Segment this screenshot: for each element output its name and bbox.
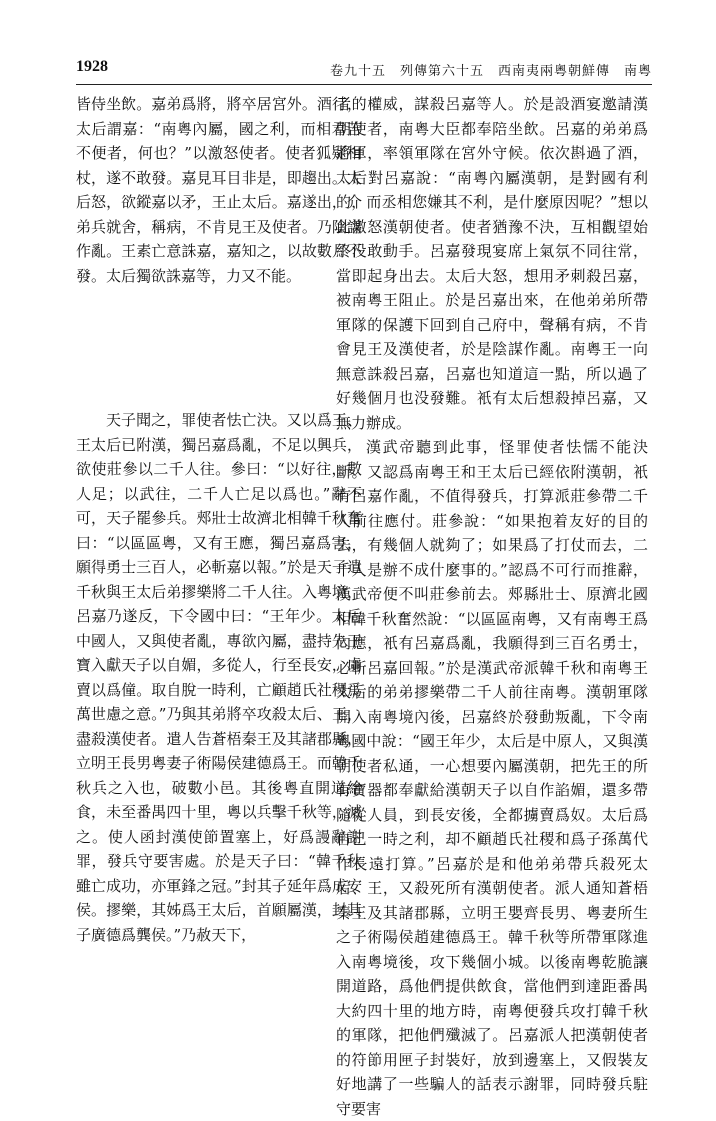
translation-paragraph-2: 漢武帝聽到此事，怪罪使者怯懦不能決斷。又認爲南粵王和王太后已經依附漢朝，衹有呂嘉作亂，不值得發兵，打算派莊參帶二千人前往應付。莊參說：“如果抱着友好的目的去，有幾個人就夠了；如果爲了打仗而去，二千人是辦不成什麼事的。”認爲不可行而推辭，漢武帝便不叫莊參前去。郟縣壯士、原濟北國相韓千秋奮然說：“以區區南粵，又有南粵王爲內應，衹有呂嘉爲亂，我願得到三百名勇士，必斬呂嘉回報。”於是漢武帝派韓千秋和南粵王太后的弟弟摎樂帶二千人前往南粵。漢朝軍隊開入南粵境內後，呂嘉終於發動叛亂，下令南粵國中說：“國王年少，太后是中原人，又與漢朝使者私通，一心想要內屬漢朝，把先王的所有寶器都奉獻給漢朝天子以自作諂媚，還多帶隨從人員，到長安後，全都擄賣爲奴。太后爲自己一時之利，却不顧趙氏社稷和爲子孫萬代作長遠打算。”呂嘉於是和他弟弟帶兵殺死太后、王，又殺死所有漢朝使者。派人通知蒼梧秦王及其諸郡縣，立明王嬰齊長男、粵妻所生之子術陽侯趙建德爲王。韓千秋等所帶軍隊進入南粵境後，攻下幾個小城。以後南粵乾脆讓開道路，爲他們提供飲食，當他們到達距番禺大約四十里的地方時，南粵便發兵攻打韓千秋的軍隊，把他們殲滅了。呂嘉派人把漢朝使者的符節用匣子封裝好，放到邊塞上，又假裝友好地講了一些騙人的話表示謝罪，同時發兵駐守要害	[336, 438, 648, 1118]
right-column-translation	[336, 92, 652, 1121]
running-title: 卷九十五 列傳第六十五 西南夷兩粵朝鮮傳 南粵	[329, 64, 652, 79]
column-gap	[76, 340, 362, 408]
classical-paragraph-1: 皆侍坐飲。嘉弟爲將，將卒居宮外。酒行，太后謂嘉：“南粵內屬，國之利，而相君苦不便者，何也？”以激怒使者。使者狐疑相杖，遂不敢發。嘉見耳目非是，即趨出。太后怒，欲鏦嘉以矛，王止太后。嘉遂出，介弟兵就舍，稱病，不肯見王及使者。乃陰謀作亂。王素亡意誅嘉，嘉知之，以故數月不發。太后獨欲誅嘉等，力又不能。	[76, 95, 362, 285]
left-column-classical-text	[76, 92, 362, 947]
page-header	[76, 58, 652, 80]
header-rule	[76, 84, 652, 85]
page-number: 1928	[76, 58, 108, 75]
classical-paragraph-2: 天子聞之，罪使者怯亡決。又以爲王、王太后已附漢，獨呂嘉爲亂，不足以興兵，欲使莊參以二千人往。參曰：“以好往，數人足；以武往，二千人亡足以爲也。”辭不可，天子罷參兵。郟壯士故濟北相韓千秋奮曰：“以區區粵，又有王應，獨呂嘉爲害，願得勇士三百人，必斬嘉以報。”於是天子遣千秋與王太后弟摎樂將二千人往。入粵境，呂嘉乃遂反，下令國中曰：“王年少。太后中國人，又與使者亂，專欲內屬，盡持先王寶入獻天子以自媚，多從人，行至長安，虜賣以爲僮。取自脫一時利，亡顧趙氏社稷爲萬世慮之意。”乃與其弟將卒攻殺太后、王，盡殺漢使者。遣人告蒼梧秦王及其諸郡縣，立明王長男粵妻子術陽侯建德爲王。而韓千秋兵之入也，破數小邑。其後粵直開道給食，未至番禺四十里，粵以兵擊千秋等，滅之。使人函封漢使節置塞上，好爲謾辭謝罪，發兵守要害處。於是天子曰：“韓千秋雖亡成功，亦軍鋒之冠。”封其子延年爲成安侯。摎樂，其姊爲王太后，首願屬漢，封其子廣德爲龔侯。”乃赦天下，	[76, 411, 362, 944]
translation-paragraph-1: 者的權威，謀殺呂嘉等人。於是設酒宴邀請漢朝使者，南粵大臣都奉陪坐飲。呂嘉的弟弟爲將軍，率領軍隊在宮外守候。依次斟過了酒，太后對呂嘉說：“南粵內屬漢朝，是對國有利的，而丞相您嫌其不利，是什麼原因呢？”想以此激怒漢朝使者。使者猶豫不決，互相觀望始終没敢動手。呂嘉發現宴席上氣氛不同往常，當即起身出去。太后大怒，想用矛刺殺呂嘉，被南粵王阻止。於是呂嘉出來，在他弟弟所帶軍隊的保護下回到自己府中，聲稱有病，不肯會見王及漢使者，於是陰謀作亂。南粵王一向無意誅殺呂嘉，呂嘉也知道這一點，所以過了好幾個月也没發難。衹有太后想殺掉呂嘉，又無力辦成。	[336, 95, 648, 432]
